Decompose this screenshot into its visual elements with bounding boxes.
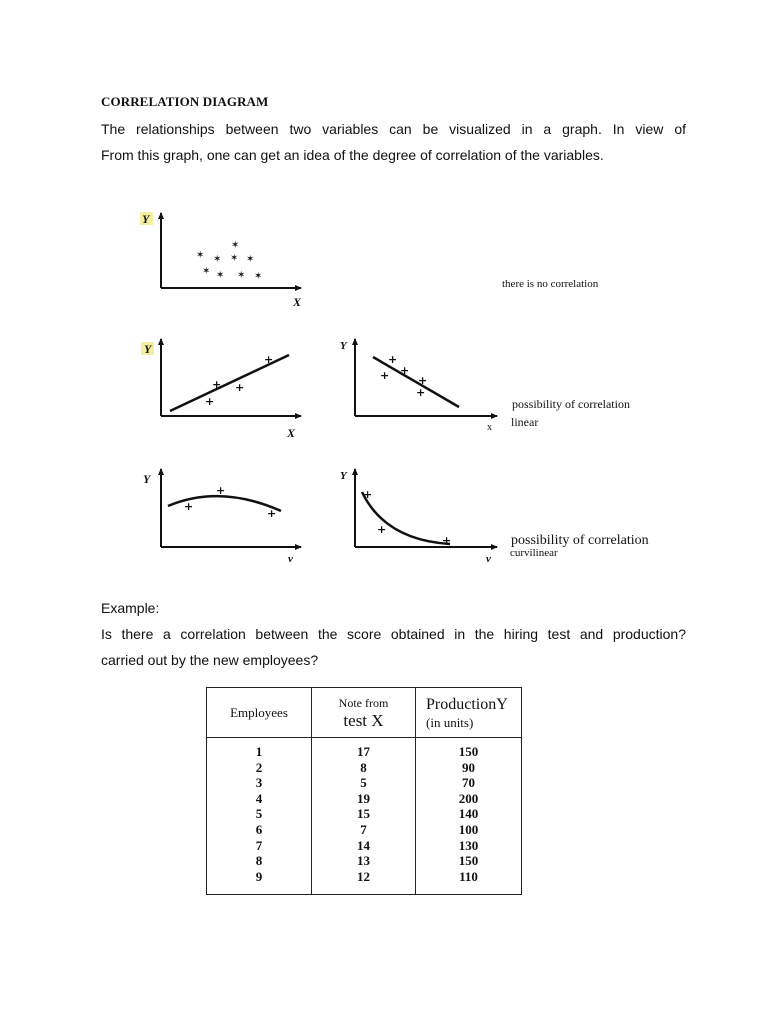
table-cell: 5 [360, 775, 367, 791]
table-cell: 17 [357, 744, 370, 759]
point: ✶ [196, 250, 205, 261]
caption-linear-2: linear [511, 415, 539, 429]
svg-text:+: + [212, 378, 222, 391]
table-cell: 100 [458, 821, 479, 837]
header-production [416, 688, 522, 738]
svg-text:+: + [205, 395, 215, 408]
table-cell: 8 [255, 853, 263, 869]
svg-text:+: + [377, 523, 387, 536]
x-axis-label: v [288, 553, 293, 565]
graph-curvilinear-decay [340, 469, 649, 565]
header-production-top: ProductionY [426, 695, 508, 713]
svg-text:+: + [418, 374, 428, 387]
header-employees: Employees [207, 688, 312, 738]
svg-text:+: + [235, 381, 245, 394]
table-cell: 7 [255, 837, 263, 853]
y-axis-label: Y [143, 472, 151, 486]
x-axis-label: X [287, 426, 296, 440]
table-cell: 150 [458, 744, 479, 759]
employee-data-table [206, 687, 522, 895]
graph-negative-linear [340, 339, 630, 433]
scores-column [312, 738, 416, 895]
x-axis-label: v [486, 553, 491, 565]
example-label: Example: [101, 600, 160, 616]
table-cell: 2 [255, 759, 263, 775]
table-cell: 150 [458, 853, 479, 869]
table-cell: 6 [255, 821, 263, 837]
svg-text:+: + [380, 369, 390, 382]
trend-curve [362, 492, 450, 544]
scatter-points [205, 353, 273, 408]
table-cell: 5 [255, 806, 263, 822]
table-cell: 15 [357, 806, 370, 822]
scatter-points [363, 488, 451, 547]
graph-curvilinear-arch [143, 469, 301, 565]
point: ✶ [213, 254, 222, 265]
scatter-points [184, 484, 276, 520]
intro-line-1: The relationships between two variables can be visualized in a graph. In view of [101, 121, 686, 137]
header-test-score-bottom: test X [343, 710, 384, 730]
x-axis-label: x [487, 422, 492, 433]
table-cell: 13 [357, 853, 370, 869]
header-test-score [312, 688, 416, 738]
trend-line [373, 357, 459, 407]
question-line-1: Is there a correlation between the score obtained in the hiring test and production? [101, 626, 686, 642]
header-test-score-top: Note from [338, 695, 389, 710]
svg-text:+: + [416, 386, 426, 399]
table-header-row [207, 688, 522, 738]
table-cell: 3 [255, 775, 263, 791]
point: ✶ [202, 266, 211, 277]
y-axis-label: Y [340, 470, 347, 482]
scatter-points [196, 240, 262, 282]
y-axis-label: Y [144, 342, 152, 356]
table-cell: 110 [459, 868, 478, 884]
svg-text:+: + [442, 534, 452, 547]
table-cell: 1 [255, 744, 263, 759]
graph-no-correlation [140, 212, 599, 309]
table-cell: 140 [458, 806, 479, 822]
table-cell: 4 [255, 790, 263, 806]
svg-text:+: + [267, 507, 277, 520]
table-cell: 7 [360, 821, 367, 837]
x-axis-label: X [293, 295, 302, 309]
caption-curvilinear-1: possibility of correlation [511, 533, 649, 548]
table-cell: 8 [360, 759, 367, 775]
svg-text:+: + [264, 353, 274, 366]
table-cell: 90 [462, 759, 475, 775]
point: ✶ [216, 270, 225, 281]
svg-text:+: + [388, 353, 398, 366]
table-cell: 14 [357, 837, 370, 853]
point: ✶ [231, 240, 240, 251]
point: ✶ [254, 271, 263, 282]
caption-curvilinear-2: curvilinear [510, 547, 558, 559]
intro-line-2: From this graph, one can get an idea of the degree of correlation of the variables. [101, 147, 604, 163]
point: ✶ [230, 253, 239, 264]
table-cell: 19 [357, 790, 370, 806]
table-cell: 9 [255, 868, 263, 884]
table-cell: 200 [458, 790, 479, 806]
header-production-bottom: (in units) [426, 714, 474, 730]
production-column [416, 738, 522, 895]
y-axis-label: Y [340, 340, 347, 352]
table-cell: 130 [458, 837, 479, 853]
scatter-points [380, 353, 427, 399]
graph-positive-linear [141, 339, 301, 440]
question-line-2: carried out by the new employees? [101, 652, 319, 668]
point: ✶ [237, 270, 246, 281]
section-title: CORRELATION DIAGRAM [101, 94, 269, 109]
caption-linear-1: possibility of correlation [512, 397, 630, 411]
svg-text:+: + [400, 364, 410, 377]
table-cell: 12 [357, 868, 370, 884]
svg-text:+: + [184, 500, 194, 513]
caption-no-correlation: there is no correlation [502, 278, 599, 290]
svg-text:+: + [363, 488, 373, 501]
point: ✶ [246, 254, 255, 265]
table-body-row [207, 738, 522, 895]
employees-column [207, 738, 312, 895]
svg-text:+: + [216, 484, 226, 497]
table-cell: 70 [462, 775, 475, 791]
y-axis-label: Y [142, 212, 150, 226]
